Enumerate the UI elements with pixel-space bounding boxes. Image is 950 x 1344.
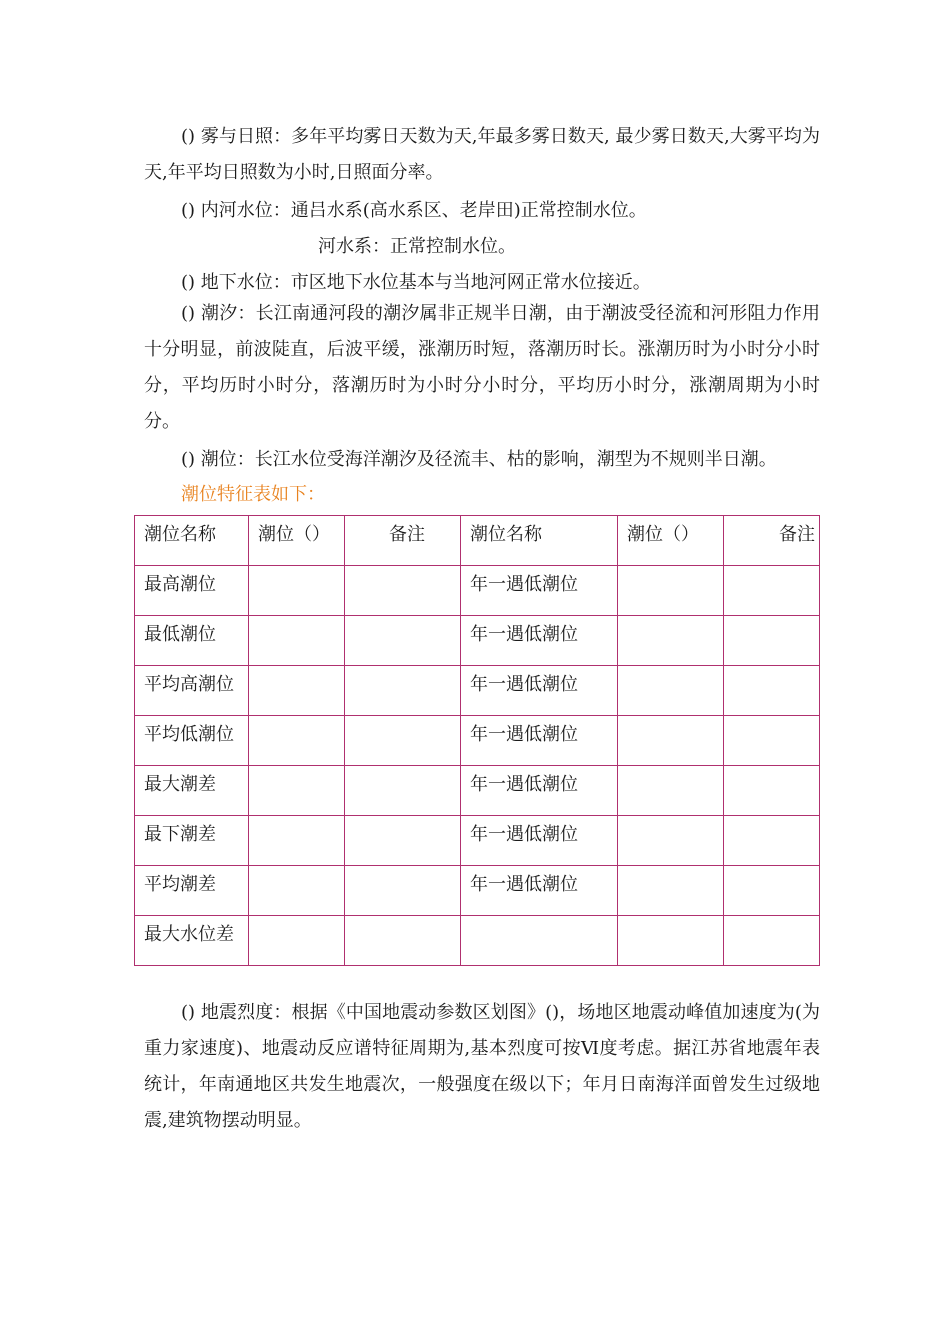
- table-cell: [724, 716, 820, 766]
- table-cell: [618, 766, 724, 816]
- table-row: [135, 566, 820, 616]
- table-cell: 年一遇低潮位: [461, 616, 618, 666]
- groundwater-paragraph: () 地下水位：市区地下水位基本与当地河网正常水位接近。: [181, 272, 651, 293]
- table-cell: 平均高潮位: [135, 666, 249, 716]
- table-row: [135, 616, 820, 666]
- header-cell: 潮位（）: [618, 516, 724, 566]
- table-cell: [618, 666, 724, 716]
- table-row: [135, 916, 820, 966]
- table-cell: [724, 566, 820, 616]
- table-cell: [618, 866, 724, 916]
- table-row: [135, 866, 820, 916]
- table-cell: 最高潮位: [135, 566, 249, 616]
- table-cell: [618, 816, 724, 866]
- table-cell: 最大水位差: [135, 916, 249, 966]
- table-cell: [345, 766, 461, 816]
- earthquake-paragraph: () 地震烈度：根据《中国地震动参数区划图》()，场地区地震动峰值加速度为(为重力家速度)、地震动反应谱特征周期为,基本烈度可按Ⅵ度考虑。据江苏省地震年表统计，年南通地区共发生地震次，一般强度在级以下；年月日南海洋面曾发生过级地震,建筑物摆动明显。: [144, 1002, 820, 1131]
- table-cell: [618, 916, 724, 966]
- header-cell: 潮位名称: [461, 516, 618, 566]
- table-cell: [345, 566, 461, 616]
- table-cell: [345, 716, 461, 766]
- header-cell: 潮位（）: [249, 516, 345, 566]
- tide-characteristics-table: [134, 515, 820, 966]
- table-cell: [249, 566, 345, 616]
- table-cell: [724, 616, 820, 666]
- table-cell: 最低潮位: [135, 616, 249, 666]
- table-cell: [249, 616, 345, 666]
- table-cell: [724, 866, 820, 916]
- table-cell: 年一遇低潮位: [461, 766, 618, 816]
- table-cell: [724, 666, 820, 716]
- table-cell: [345, 916, 461, 966]
- tide-level-paragraph: () 潮位：长江水位受海洋潮汐及径流丰、枯的影响，潮型为不规则半日潮。: [181, 449, 777, 470]
- table-cell: [724, 766, 820, 816]
- table-cell: [249, 666, 345, 716]
- table-cell: [724, 816, 820, 866]
- table-cell: [249, 866, 345, 916]
- table-cell: 年一遇低潮位: [461, 666, 618, 716]
- table-cell: 最大潮差: [135, 766, 249, 816]
- table-header-row: [135, 516, 820, 566]
- table-cell: 年一遇低潮位: [461, 866, 618, 916]
- table-cell: [618, 716, 724, 766]
- table-cell: 年一遇低潮位: [461, 566, 618, 616]
- fog-sunshine-paragraph: () 雾与日照：多年平均雾日天数为天,年最多雾日数天, 最少雾日数天,大雾平均为天,年平均日照数为小时,日照面分率。: [144, 126, 820, 183]
- inner-river-level-paragraph: () 内河水位：通吕水系(高水系区、老岸田)正常控制水位。: [181, 200, 647, 221]
- table-cell: 最下潮差: [135, 816, 249, 866]
- table-cell: [249, 916, 345, 966]
- header-cell: 备注: [724, 516, 820, 566]
- table-cell: 平均潮差: [135, 866, 249, 916]
- table-row: [135, 816, 820, 866]
- table-cell: 年一遇低潮位: [461, 716, 618, 766]
- table-cell: [618, 616, 724, 666]
- table-row: [135, 666, 820, 716]
- table-cell: [345, 866, 461, 916]
- table-cell: [345, 666, 461, 716]
- header-cell: 备注: [345, 516, 461, 566]
- table-cell: [618, 566, 724, 616]
- table-cell: [249, 766, 345, 816]
- table-cell: [249, 716, 345, 766]
- river-system-line: 河水系：正常控制水位。: [318, 236, 516, 257]
- table-cell: [724, 916, 820, 966]
- table-row: [135, 766, 820, 816]
- tide-paragraph: () 潮汐：长江南通河段的潮汐属非正规半日潮，由于潮波受径流和河形阻力作用十分明显，前波陡直，后波平缓，涨潮历时短，落潮历时长。涨潮历时为小时分小时分，平均历时小时分，落潮历时为小时分小时分，平均历小时分，涨潮周期为小时分。: [144, 303, 820, 432]
- table-row: [135, 716, 820, 766]
- table-cell: [249, 816, 345, 866]
- table-cell: 年一遇低潮位: [461, 816, 618, 866]
- table-cell: [461, 916, 618, 966]
- table-cell: [345, 816, 461, 866]
- table-caption: 潮位特征表如下：: [181, 484, 325, 505]
- table-cell: 平均低潮位: [135, 716, 249, 766]
- table-cell: [345, 616, 461, 666]
- header-cell: 潮位名称: [135, 516, 249, 566]
